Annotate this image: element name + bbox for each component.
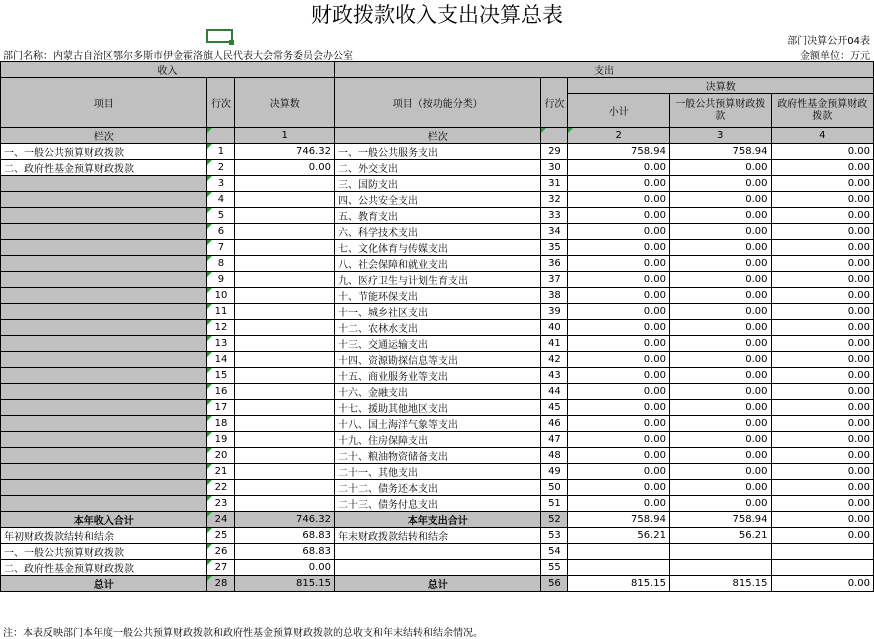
income-amount-header[interactable]: 决算数 xyxy=(235,78,335,128)
table-row xyxy=(1,416,874,432)
income-row-no-cell[interactable]: 15 xyxy=(207,368,235,384)
income-item-cell[interactable] xyxy=(1,208,207,224)
expense-item-header[interactable]: 项目（按功能分类） xyxy=(334,78,540,128)
income-item-cell[interactable] xyxy=(1,320,207,336)
income-item-cell[interactable] xyxy=(1,384,207,400)
income-row-no-cell[interactable]: 21 xyxy=(207,464,235,480)
table-row xyxy=(1,144,874,160)
subtotal-cell[interactable]: 0.00 xyxy=(568,272,670,288)
income-item-cell[interactable] xyxy=(1,192,207,208)
gov-fund-cell[interactable]: 0.00 xyxy=(771,272,874,288)
gov-fund-cell[interactable]: 0.00 xyxy=(771,352,874,368)
income-item-cell[interactable] xyxy=(1,464,207,480)
income-item-cell[interactable] xyxy=(1,368,207,384)
income-item-cell[interactable] xyxy=(1,432,207,448)
expense-row-no-cell[interactable]: 34 xyxy=(541,224,568,240)
income-amount-cell[interactable] xyxy=(235,240,335,256)
col-label-empty[interactable] xyxy=(207,128,235,144)
gov-fund-cell[interactable]: 0.00 xyxy=(771,480,874,496)
subtotal-cell[interactable]: 0.00 xyxy=(568,416,670,432)
income-amount-cell[interactable] xyxy=(235,432,335,448)
col-label[interactable]: 栏次 xyxy=(1,128,207,144)
expense-row-no-cell[interactable]: 47 xyxy=(541,432,568,448)
income-item-cell[interactable] xyxy=(1,224,207,240)
gov-fund-cell[interactable]: 0.00 xyxy=(771,144,874,160)
table-row xyxy=(1,384,874,400)
table-row xyxy=(1,400,874,416)
income-row-no-cell[interactable]: 22 xyxy=(207,480,235,496)
expense-row-no-cell[interactable]: 36 xyxy=(541,256,568,272)
general-budget-cell[interactable]: 758.94 xyxy=(669,512,771,528)
general-budget-cell[interactable]: 0.00 xyxy=(669,464,771,480)
expense-item-cell[interactable]: 二十三、债务付息支出 xyxy=(334,496,540,512)
general-budget-cell[interactable]: 0.00 xyxy=(669,384,771,400)
gov-fund-cell[interactable]: 0.00 xyxy=(771,240,874,256)
expense-row-no-cell[interactable]: 55 xyxy=(541,560,568,576)
general-budget-cell[interactable]: 0.00 xyxy=(669,288,771,304)
gov-fund-cell[interactable]: 0.00 xyxy=(771,512,874,528)
income-amount-cell[interactable] xyxy=(235,368,335,384)
income-item-cell[interactable] xyxy=(1,240,207,256)
gov-fund-cell[interactable]: 0.00 xyxy=(771,208,874,224)
expense-item-cell[interactable]: 十九、住房保障支出 xyxy=(334,432,540,448)
general-budget-cell[interactable] xyxy=(669,544,771,560)
expense-item-cell[interactable]: 五、教育支出 xyxy=(334,208,540,224)
income-item-cell[interactable]: 总计 xyxy=(1,576,207,592)
expense-row-no-cell[interactable]: 46 xyxy=(541,416,568,432)
income-item-cell[interactable] xyxy=(1,352,207,368)
expense-item-cell[interactable]: 十六、金融支出 xyxy=(334,384,540,400)
subtotal-cell[interactable]: 0.00 xyxy=(568,464,670,480)
expense-item-cell[interactable]: 十五、商业服务业等支出 xyxy=(334,368,540,384)
expense-row-no-cell[interactable]: 37 xyxy=(541,272,568,288)
income-row-no-header[interactable]: 行次 xyxy=(207,78,235,128)
table-row xyxy=(1,544,874,560)
gov-fund-cell[interactable]: 0.00 xyxy=(771,160,874,176)
expense-row-no-cell[interactable]: 48 xyxy=(541,448,568,464)
income-item-cell[interactable]: 年初财政拨款结转和结余 xyxy=(1,528,207,544)
table-row xyxy=(1,160,874,176)
expense-item-cell[interactable]: 年末财政拨款结转和结余 xyxy=(334,528,540,544)
gov-fund-cell[interactable]: 0.00 xyxy=(771,400,874,416)
income-row-no-cell[interactable]: 7 xyxy=(207,240,235,256)
expense-item-cell[interactable]: 八、社会保障和就业支出 xyxy=(334,256,540,272)
income-amount-cell[interactable] xyxy=(235,320,335,336)
general-budget-cell[interactable]: 0.00 xyxy=(669,208,771,224)
expense-item-cell[interactable]: 九、医疗卫生与计划生育支出 xyxy=(334,272,540,288)
general-budget-cell[interactable]: 56.21 xyxy=(669,528,771,544)
gov-fund-cell[interactable]: 0.00 xyxy=(771,464,874,480)
expense-row-no-cell[interactable]: 54 xyxy=(541,544,568,560)
expense-item-cell[interactable]: 二十、粮油物资储备支出 xyxy=(334,448,540,464)
expense-item-cell[interactable]: 二十二、债务还本支出 xyxy=(334,480,540,496)
amount-unit: 金额单位：万元 xyxy=(800,51,870,62)
subtotal-cell[interactable]: 758.94 xyxy=(568,144,670,160)
subtotal-cell[interactable] xyxy=(568,560,670,576)
expense-row-no-cell[interactable]: 30 xyxy=(541,160,568,176)
fill-handle[interactable] xyxy=(229,40,234,45)
table-row xyxy=(1,560,874,576)
income-row-no-cell[interactable]: 24 xyxy=(207,512,235,528)
col-label-empty[interactable] xyxy=(541,128,568,144)
general-budget-cell[interactable]: 0.00 xyxy=(669,224,771,240)
expense-item-cell[interactable]: 十三、交通运输支出 xyxy=(334,336,540,352)
report-title: 财政拨款收入支出决算总表 xyxy=(311,3,563,27)
income-item-cell[interactable]: 一、一般公共预算财政拨款 xyxy=(1,544,207,560)
gov-fund-cell[interactable]: 0.00 xyxy=(771,368,874,384)
footnote: 注：本表反映部门本年度一般公共预算财政拨款和政府性基金预算财政拨款的总收支和年末结转和结余情况。 xyxy=(3,628,483,639)
col-index-3[interactable]: 3 xyxy=(669,128,771,144)
gov-fund-cell[interactable]: 0.00 xyxy=(771,304,874,320)
table-row xyxy=(1,192,874,208)
general-budget-cell[interactable]: 0.00 xyxy=(669,240,771,256)
subtotal-cell[interactable]: 0.00 xyxy=(568,352,670,368)
income-amount-cell[interactable]: 68.83 xyxy=(235,528,335,544)
budget-summary-table xyxy=(0,61,874,592)
general-budget-cell[interactable]: 0.00 xyxy=(669,368,771,384)
expense-item-cell[interactable]: 十二、农林水支出 xyxy=(334,320,540,336)
income-amount-cell[interactable] xyxy=(235,448,335,464)
income-row-no-cell[interactable]: 4 xyxy=(207,192,235,208)
gov-fund-cell[interactable]: 0.00 xyxy=(771,192,874,208)
expense-row-no-cell[interactable]: 44 xyxy=(541,384,568,400)
income-amount-cell[interactable] xyxy=(235,384,335,400)
expense-row-no-cell[interactable]: 53 xyxy=(541,528,568,544)
income-row-no-cell[interactable]: 18 xyxy=(207,416,235,432)
expense-row-no-cell[interactable]: 31 xyxy=(541,176,568,192)
gov-fund-cell[interactable]: 0.00 xyxy=(771,288,874,304)
expense-row-no-cell[interactable]: 39 xyxy=(541,304,568,320)
general-budget-cell[interactable]: 0.00 xyxy=(669,304,771,320)
gov-fund-cell[interactable]: 0.00 xyxy=(771,384,874,400)
general-budget-cell[interactable]: 0.00 xyxy=(669,272,771,288)
department-name: 部门名称：内蒙古自治区鄂尔多斯市伊金霍洛旗人民代表大会常务委员会办公室 xyxy=(3,51,353,62)
general-budget-cell[interactable]: 0.00 xyxy=(669,400,771,416)
col-index-2[interactable]: 2 xyxy=(568,128,670,144)
income-amount-cell[interactable] xyxy=(235,400,335,416)
expense-item-cell[interactable]: 四、公共安全支出 xyxy=(334,192,540,208)
col-index-1[interactable]: 1 xyxy=(235,128,335,144)
income-amount-cell[interactable] xyxy=(235,192,335,208)
income-item-cell[interactable]: 二、政府性基金预算财政拨款 xyxy=(1,560,207,576)
income-row-no-cell[interactable]: 27 xyxy=(207,560,235,576)
table-number: 部门决算公开04表 xyxy=(787,36,870,47)
income-amount-cell[interactable] xyxy=(235,272,335,288)
gov-fund-cell[interactable]: 0.00 xyxy=(771,224,874,240)
expense-row-no-cell[interactable]: 51 xyxy=(541,496,568,512)
income-amount-cell[interactable] xyxy=(235,288,335,304)
subtotal-cell[interactable]: 0.00 xyxy=(568,176,670,192)
gov-fund-header[interactable]: 政府性基金预算财政拨款 xyxy=(771,94,874,128)
income-item-cell[interactable] xyxy=(1,496,207,512)
subtotal-cell[interactable]: 0.00 xyxy=(568,368,670,384)
income-row-no-cell[interactable]: 26 xyxy=(207,544,235,560)
general-budget-cell[interactable]: 0.00 xyxy=(669,176,771,192)
general-budget-cell[interactable]: 0.00 xyxy=(669,336,771,352)
expense-row-no-cell[interactable]: 33 xyxy=(541,208,568,224)
income-amount-cell[interactable] xyxy=(235,256,335,272)
table-row xyxy=(1,352,874,368)
subtotal-cell[interactable]: 0.00 xyxy=(568,208,670,224)
table-row xyxy=(1,480,874,496)
general-budget-cell[interactable]: 0.00 xyxy=(669,432,771,448)
income-row-no-cell[interactable]: 11 xyxy=(207,304,235,320)
income-amount-cell[interactable] xyxy=(235,208,335,224)
table-row xyxy=(1,304,874,320)
subtotal-cell[interactable]: 0.00 xyxy=(568,192,670,208)
income-item-cell[interactable]: 二、政府性基金预算财政拨款 xyxy=(1,160,207,176)
income-item-cell[interactable]: 一、一般公共预算财政拨款 xyxy=(1,144,207,160)
income-item-header[interactable]: 项目 xyxy=(1,78,207,128)
table-row xyxy=(1,448,874,464)
subtotal-header[interactable]: 小计 xyxy=(568,94,670,128)
income-item-cell[interactable] xyxy=(1,256,207,272)
gov-fund-cell[interactable]: 0.00 xyxy=(771,448,874,464)
subtotal-cell[interactable]: 0.00 xyxy=(568,432,670,448)
gov-fund-cell[interactable]: 0.00 xyxy=(771,496,874,512)
income-item-cell[interactable] xyxy=(1,272,207,288)
expense-item-cell[interactable]: 三、国防支出 xyxy=(334,176,540,192)
table-row xyxy=(1,240,874,256)
expense-item-cell[interactable]: 十一、城乡社区支出 xyxy=(334,304,540,320)
income-row-no-cell[interactable]: 28 xyxy=(207,576,235,592)
income-row-no-cell[interactable]: 17 xyxy=(207,400,235,416)
subtotal-cell[interactable]: 0.00 xyxy=(568,400,670,416)
subtotal-cell[interactable]: 56.21 xyxy=(568,528,670,544)
income-amount-cell[interactable] xyxy=(235,304,335,320)
gov-fund-cell[interactable]: 0.00 xyxy=(771,416,874,432)
income-amount-cell[interactable] xyxy=(235,496,335,512)
table-row xyxy=(1,256,874,272)
general-budget-cell[interactable]: 815.15 xyxy=(669,576,771,592)
general-budget-cell[interactable]: 0.00 xyxy=(669,448,771,464)
general-budget-header[interactable]: 一般公共预算财政拨款 xyxy=(669,94,771,128)
subtotal-cell[interactable]: 0.00 xyxy=(568,160,670,176)
expense-row-no-cell[interactable]: 29 xyxy=(541,144,568,160)
income-amount-cell[interactable] xyxy=(235,416,335,432)
general-budget-cell[interactable]: 0.00 xyxy=(669,320,771,336)
gov-fund-cell[interactable]: 0.00 xyxy=(771,320,874,336)
gov-fund-cell[interactable]: 0.00 xyxy=(771,528,874,544)
table-row xyxy=(1,368,874,384)
income-row-no-cell[interactable]: 23 xyxy=(207,496,235,512)
expense-item-cell[interactable]: 总计 xyxy=(334,576,540,592)
expense-row-no-cell[interactable]: 50 xyxy=(541,480,568,496)
income-row-no-cell[interactable]: 20 xyxy=(207,448,235,464)
expense-row-no-cell[interactable]: 32 xyxy=(541,192,568,208)
subtotal-cell[interactable]: 815.15 xyxy=(568,576,670,592)
expense-item-cell[interactable]: 本年支出合计 xyxy=(334,512,540,528)
subtotal-cell[interactable]: 0.00 xyxy=(568,480,670,496)
table-row xyxy=(1,432,874,448)
income-amount-cell[interactable] xyxy=(235,176,335,192)
general-budget-cell[interactable]: 0.00 xyxy=(669,256,771,272)
income-row-no-cell[interactable]: 10 xyxy=(207,288,235,304)
subtotal-cell[interactable]: 0.00 xyxy=(568,336,670,352)
income-row-no-cell[interactable]: 1 xyxy=(207,144,235,160)
subtotal-cell[interactable]: 758.94 xyxy=(568,512,670,528)
table-row xyxy=(1,320,874,336)
table-row xyxy=(1,512,874,528)
subtotal-cell[interactable]: 0.00 xyxy=(568,304,670,320)
expense-item-cell[interactable]: 二十一、其他支出 xyxy=(334,464,540,480)
col-label[interactable]: 栏次 xyxy=(334,128,540,144)
gov-fund-cell[interactable]: 0.00 xyxy=(771,176,874,192)
income-amount-cell[interactable] xyxy=(235,336,335,352)
subtotal-cell[interactable]: 0.00 xyxy=(568,384,670,400)
gov-fund-cell[interactable]: 0.00 xyxy=(771,576,874,592)
income-row-no-cell[interactable]: 6 xyxy=(207,224,235,240)
gov-fund-cell[interactable] xyxy=(771,560,874,576)
table-row xyxy=(1,576,874,592)
expense-row-no-cell[interactable]: 42 xyxy=(541,352,568,368)
expense-row-no-header[interactable]: 行次 xyxy=(541,78,568,128)
income-item-cell[interactable] xyxy=(1,400,207,416)
income-item-cell[interactable] xyxy=(1,448,207,464)
income-amount-cell[interactable]: 0.00 xyxy=(235,560,335,576)
income-row-no-cell[interactable]: 3 xyxy=(207,176,235,192)
expense-header[interactable]: 支出 xyxy=(334,62,873,78)
expense-item-cell[interactable] xyxy=(334,560,540,576)
expense-row-no-cell[interactable]: 45 xyxy=(541,400,568,416)
expense-row-no-cell[interactable]: 38 xyxy=(541,288,568,304)
income-row-no-cell[interactable]: 12 xyxy=(207,320,235,336)
expense-item-cell[interactable]: 十七、援助其他地区支出 xyxy=(334,400,540,416)
income-amount-cell[interactable] xyxy=(235,480,335,496)
expense-row-no-cell[interactable]: 43 xyxy=(541,368,568,384)
gov-fund-cell[interactable]: 0.00 xyxy=(771,432,874,448)
income-row-no-cell[interactable]: 16 xyxy=(207,384,235,400)
income-amount-cell[interactable] xyxy=(235,352,335,368)
income-amount-cell[interactable]: 746.32 xyxy=(235,512,335,528)
income-amount-cell[interactable] xyxy=(235,224,335,240)
general-budget-cell[interactable]: 758.94 xyxy=(669,144,771,160)
expense-item-cell[interactable]: 一、一般公共服务支出 xyxy=(334,144,540,160)
income-row-no-cell[interactable]: 2 xyxy=(207,160,235,176)
expense-item-cell[interactable]: 二、外交支出 xyxy=(334,160,540,176)
expense-item-cell[interactable]: 十四、资源勘探信息等支出 xyxy=(334,352,540,368)
income-item-cell[interactable] xyxy=(1,176,207,192)
income-row-no-cell[interactable]: 13 xyxy=(207,336,235,352)
income-amount-cell[interactable]: 815.15 xyxy=(235,576,335,592)
subtotal-cell[interactable]: 0.00 xyxy=(568,288,670,304)
table-row xyxy=(1,336,874,352)
subtotal-cell[interactable]: 0.00 xyxy=(568,448,670,464)
subtotal-cell[interactable]: 0.00 xyxy=(568,224,670,240)
income-item-cell[interactable] xyxy=(1,480,207,496)
income-item-cell[interactable] xyxy=(1,336,207,352)
general-budget-cell[interactable]: 0.00 xyxy=(669,352,771,368)
expense-row-no-cell[interactable]: 56 xyxy=(541,576,568,592)
income-header[interactable]: 收入 xyxy=(1,62,335,78)
income-amount-cell[interactable]: 0.00 xyxy=(235,160,335,176)
income-item-cell[interactable] xyxy=(1,304,207,320)
income-amount-cell[interactable]: 68.83 xyxy=(235,544,335,560)
general-budget-cell[interactable]: 0.00 xyxy=(669,192,771,208)
table-row xyxy=(1,224,874,240)
expense-row-no-cell[interactable]: 35 xyxy=(541,240,568,256)
income-row-no-cell[interactable]: 9 xyxy=(207,272,235,288)
income-row-no-cell[interactable]: 19 xyxy=(207,432,235,448)
income-row-no-cell[interactable]: 8 xyxy=(207,256,235,272)
general-budget-cell[interactable] xyxy=(669,560,771,576)
general-budget-cell[interactable]: 0.00 xyxy=(669,160,771,176)
subtotal-cell[interactable] xyxy=(568,544,670,560)
table-row xyxy=(1,272,874,288)
general-budget-cell[interactable]: 0.00 xyxy=(669,480,771,496)
income-row-no-cell[interactable]: 14 xyxy=(207,352,235,368)
subtotal-cell[interactable]: 0.00 xyxy=(568,256,670,272)
table-row xyxy=(1,208,874,224)
final-amount-header[interactable]: 决算数 xyxy=(568,78,874,94)
income-row-no-cell[interactable]: 5 xyxy=(207,208,235,224)
income-item-cell[interactable] xyxy=(1,288,207,304)
table-row xyxy=(1,176,874,192)
expense-row-no-cell[interactable]: 52 xyxy=(541,512,568,528)
income-amount-cell[interactable] xyxy=(235,464,335,480)
expense-item-cell[interactable]: 六、科学技术支出 xyxy=(334,224,540,240)
gov-fund-cell[interactable]: 0.00 xyxy=(771,336,874,352)
income-row-no-cell[interactable]: 25 xyxy=(207,528,235,544)
col-index-4[interactable]: 4 xyxy=(771,128,874,144)
income-item-cell[interactable]: 本年收入合计 xyxy=(1,512,207,528)
general-budget-cell[interactable]: 0.00 xyxy=(669,416,771,432)
expense-item-cell[interactable]: 十、节能环保支出 xyxy=(334,288,540,304)
table-row xyxy=(1,496,874,512)
expense-row-no-cell[interactable]: 41 xyxy=(541,336,568,352)
expense-item-cell[interactable]: 十八、国土海洋气象等支出 xyxy=(334,416,540,432)
expense-item-cell[interactable] xyxy=(334,544,540,560)
table-row xyxy=(1,528,874,544)
general-budget-cell[interactable]: 0.00 xyxy=(669,496,771,512)
gov-fund-cell[interactable]: 0.00 xyxy=(771,256,874,272)
expense-row-no-cell[interactable]: 40 xyxy=(541,320,568,336)
subtotal-cell[interactable]: 0.00 xyxy=(568,496,670,512)
subtotal-cell[interactable]: 0.00 xyxy=(568,240,670,256)
income-item-cell[interactable] xyxy=(1,416,207,432)
subtotal-cell[interactable]: 0.00 xyxy=(568,320,670,336)
table-row xyxy=(1,464,874,480)
income-amount-cell[interactable]: 746.32 xyxy=(235,144,335,160)
table-row xyxy=(1,288,874,304)
expense-row-no-cell[interactable]: 49 xyxy=(541,464,568,480)
gov-fund-cell[interactable] xyxy=(771,544,874,560)
expense-item-cell[interactable]: 七、文化体育与传媒支出 xyxy=(334,240,540,256)
